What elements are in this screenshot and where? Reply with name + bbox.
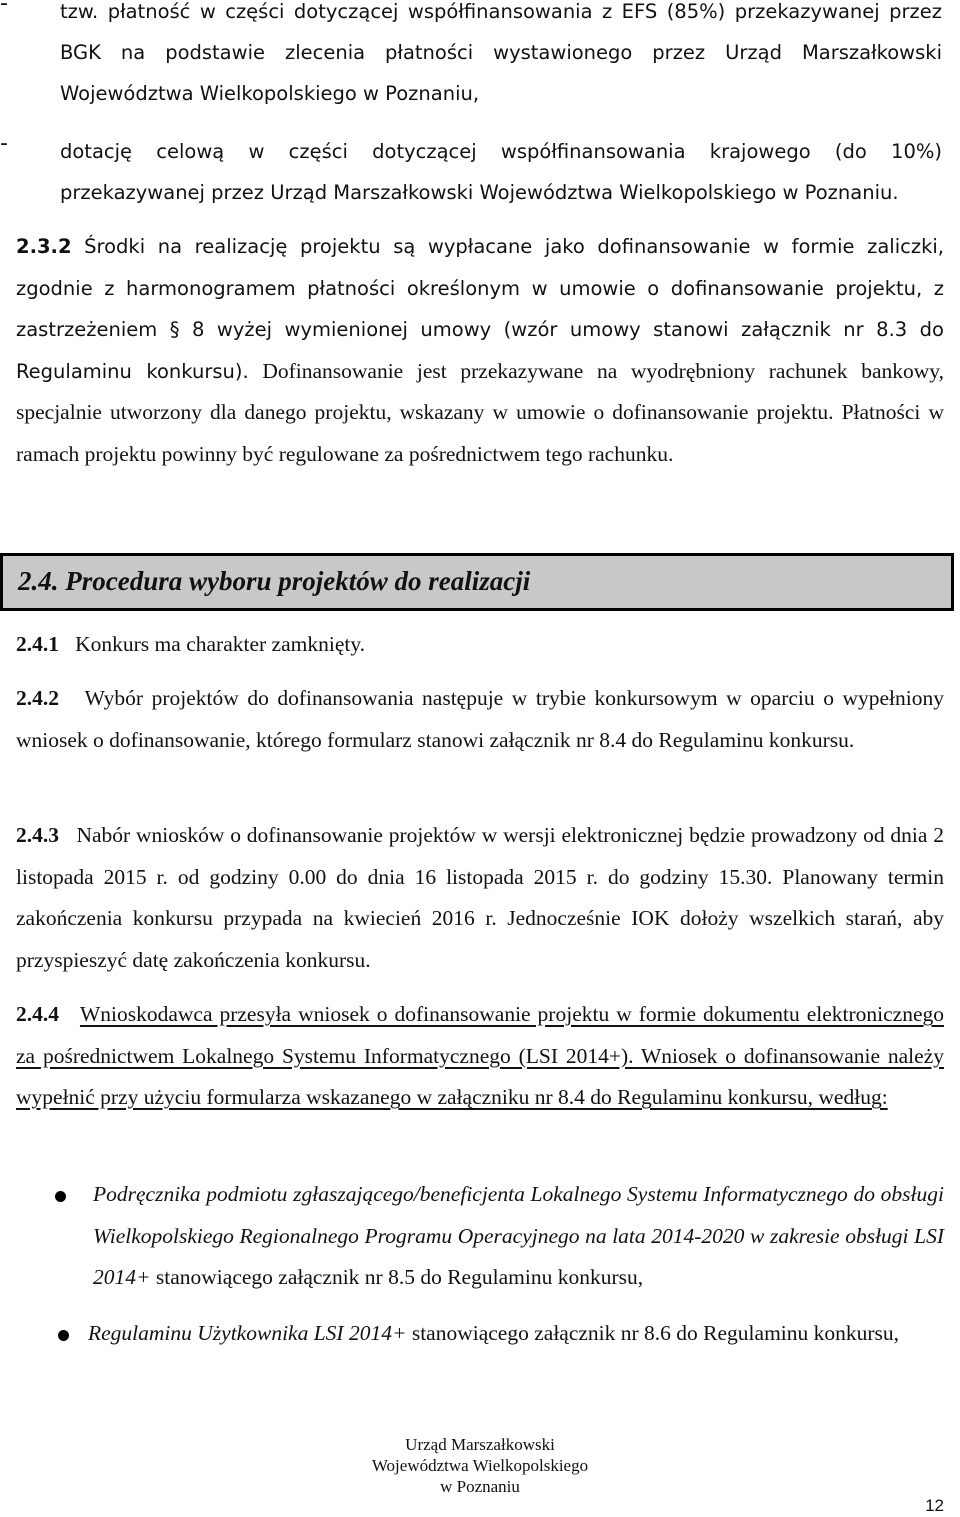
bullet-italic: Regulaminu Użytkownika LSI 2014+ [88,1321,407,1345]
dash-marker: - [0,0,8,16]
list-item-text: tzw. płatność w części dotyczącej współfinansowania z EFS (85%) przekazywanej przez BGK na podstawie zlecenia płatności wystawionego przez Urząd Marszałkowski Województwa Wielkopolskiego w Poznaniu, [60,0,942,105]
paragraph-text-a: Środki na realizację projektu są wypłacane jako dofinansowanie w formie zaliczki, zgodnie z harmonogramem płatności określonym w umowie o dofinansowanie projektu, z zastrzeżeniem § 8 wyżej wymienionej umowy (wzór umowy stanowi załącznik nr 8.3 do Regulaminu konkursu). [16,235,944,383]
page-number: 12 [925,1496,944,1515]
bullet-text: stanowiącego załącznik nr 8.5 do Regulaminu konkursu, [150,1265,644,1289]
section-heading-box [0,553,954,611]
footer-line: Urząd Marszałkowski [405,1435,555,1454]
paragraph-2-4-2 [16,678,944,761]
list-item-dash-2 [0,131,942,213]
bullet-text: stanowiącego załącznik nr 8.6 do Regulaminu konkursu, [406,1321,900,1345]
paragraph-2-4-3 [16,815,944,981]
paragraph-number: 2.4.3 [16,823,59,847]
paragraph-text: Konkurs ma charakter zamknięty. [75,632,366,656]
bullet-italic: Podręcznika podmiotu zgłaszającego/beneficjenta Lokalnego Systemu Informatycznego do obsługi Wielkopolskiego Regionalnego Programu Operacyjnego na lata 2014-2020 w zakresie obsługi LSI 2014+ [93,1182,944,1289]
section-heading: 2.4. Procedura wyboru projektów do realizacji [18,566,531,596]
footer-line: w Poznaniu [440,1477,520,1496]
bullet-item-2 [0,1313,944,1355]
paragraph-2-4-1 [16,624,944,666]
list-item-dash-1 [0,0,942,114]
footer-line: Województwa Wielkopolskiego [371,1456,589,1475]
bullet-icon [55,1191,66,1202]
bullet-icon [58,1330,69,1341]
paragraph-text-b: Dofinansowanie jest przekazywane na wyodrębniony rachunek bankowy, specjalnie utworzony dla danego projektu, wskazany w umowie o dofinansowanie projektu. Płatności w ramach projektu powinny być regulowane za pośrednictwem tego rachunku. [16,358,944,466]
dash-marker: - [0,131,8,156]
paragraph-2-3-2 [16,226,944,475]
page-footer [0,1434,960,1497]
paragraph-text: Nabór wniosków o dofinansowanie projektów w wersji elektronicznej będzie prowadzony od dnia 2 listopada 2015 r. od godziny 0.00 do dnia 16 listopada 2015 r. do godziny 15.30. Planowany termin zakończenia konkursu przypada na kwiecień 2016 r. Jednocześnie IOK dołoży wszelkich starań, aby przyspieszyć datę zakończenia konkursu. [16,823,944,972]
paragraph-number: 2.3.2 [16,235,72,258]
list-item-text: dotację celową w części dotyczącej współfinansowania krajowego (do 10%) przekazywanej przez Urząd Marszałkowski Województwa Wielkopolskiego w Poznaniu. [60,140,942,204]
bullet-item-1 [0,1174,944,1299]
paragraph-text: Wnioskodawca przesyła wniosek o dofinansowanie projektu w formie dokumentu elektronicznego za pośrednictwem Lokalnego Systemu Informatycznego (LSI 2014+). Wniosek o dofinansowanie należy wypełnić przy użyciu formularza wskazanego w załączniku nr 8.4 do Regulaminu konkursu, według: [16,1002,944,1109]
paragraph-2-4-4 [16,994,944,1119]
paragraph-number: 2.4.4 [16,1002,59,1026]
paragraph-number: 2.4.2 [16,686,59,710]
paragraph-number: 2.4.1 [16,632,59,656]
paragraph-text: Wybór projektów do dofinansowania następuje w trybie konkursowym w oparciu o wypełniony wniosek o dofinansowanie, którego formularz stanowi załącznik nr 8.4 do Regulaminu konkursu. [16,686,945,752]
